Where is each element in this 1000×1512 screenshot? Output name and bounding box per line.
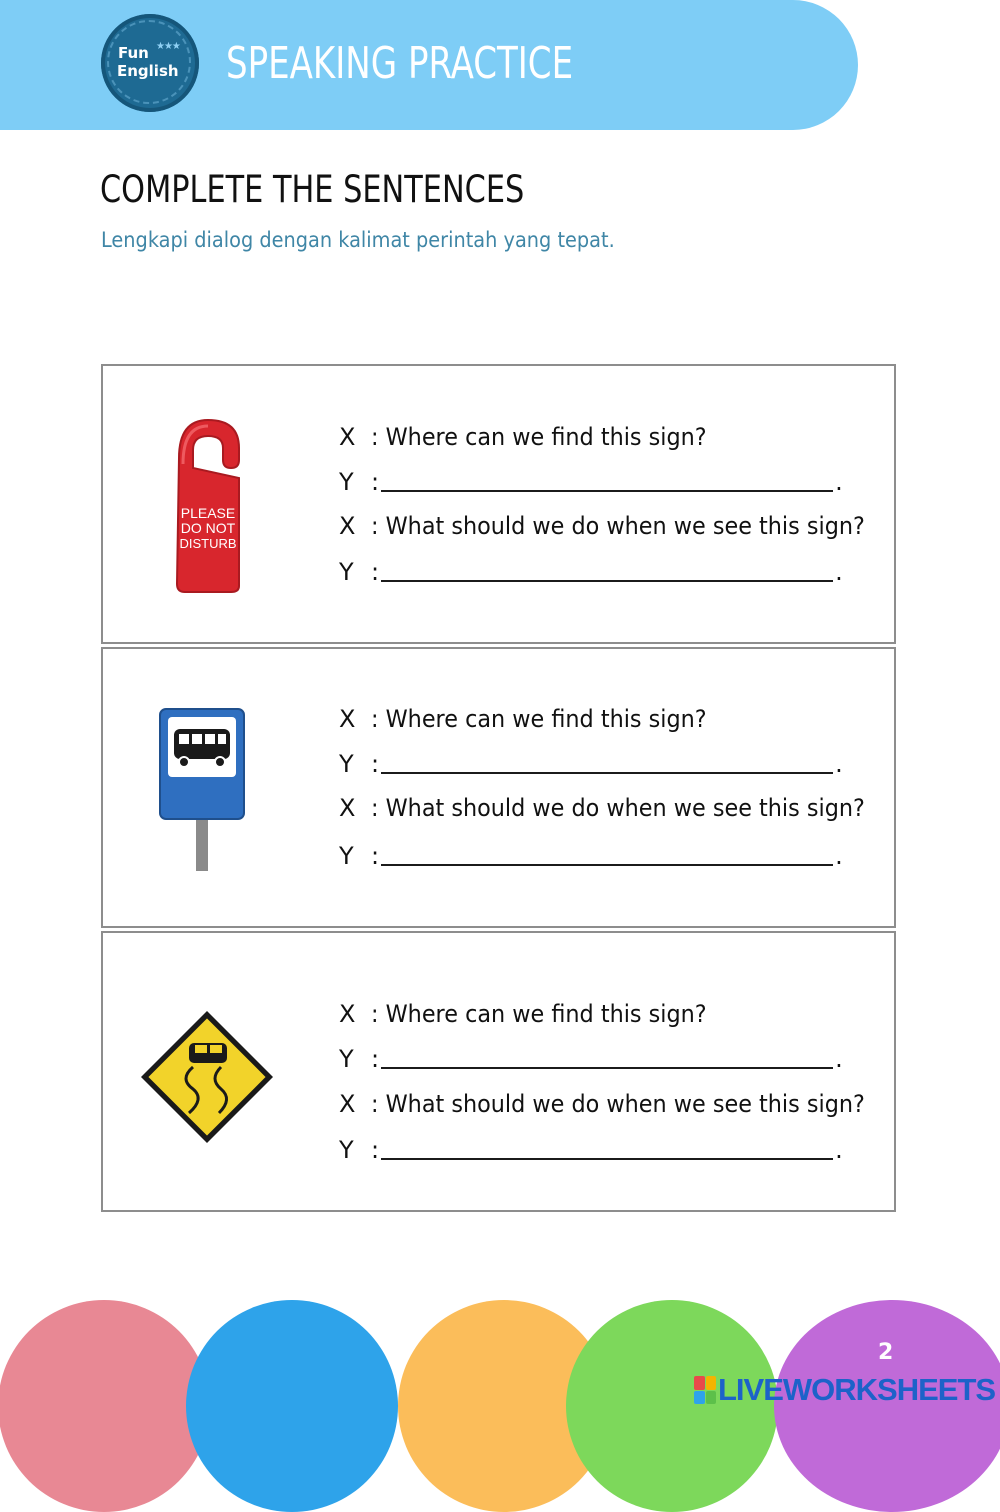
question-text: : Where can we find this sign? bbox=[371, 705, 707, 733]
speaker-label: Y bbox=[339, 1136, 354, 1164]
speaker-label: Y bbox=[339, 1045, 354, 1073]
decor-circle-blue bbox=[186, 1300, 398, 1512]
question-text: : What should we do when we see this sign? bbox=[371, 794, 865, 822]
answer-colon: : bbox=[371, 558, 380, 586]
answer-blank[interactable] bbox=[381, 580, 833, 582]
page-number: 2 bbox=[878, 1340, 894, 1365]
sign-text-line1: PLEASE bbox=[180, 505, 236, 521]
dialog-line bbox=[339, 999, 732, 1029]
brand-text: LIVEWORKSHEETS bbox=[718, 1372, 996, 1407]
dialog-line bbox=[339, 704, 732, 734]
speaker-label: Y bbox=[339, 750, 354, 778]
speaker-label: X bbox=[339, 423, 356, 451]
speaker-label: X bbox=[339, 1090, 356, 1118]
answer-line: Y : . bbox=[339, 842, 843, 870]
speaker-label: X bbox=[339, 705, 356, 733]
sign-text-line2: DO NOT bbox=[180, 520, 236, 536]
question-card-2 bbox=[101, 647, 896, 928]
speaker-label: Y bbox=[339, 468, 354, 496]
dialog-line bbox=[339, 422, 732, 452]
question-card-1 bbox=[101, 364, 896, 644]
answer-blank[interactable] bbox=[381, 490, 833, 492]
logo-text-line2: English bbox=[117, 62, 179, 80]
answer-line: Y : . bbox=[339, 750, 843, 778]
speaker-label: X bbox=[339, 512, 356, 540]
bus-stop-sign-icon bbox=[158, 707, 246, 873]
liveworksheets-brand[interactable] bbox=[694, 1372, 995, 1408]
page-title: SPEAKING PRACTICE bbox=[226, 38, 574, 89]
section-title: COMPLETE THE SENTENCES bbox=[100, 168, 525, 211]
fun-english-logo bbox=[101, 14, 199, 112]
answer-colon: : bbox=[371, 842, 380, 870]
sign-text-line3: DISTURB bbox=[179, 536, 237, 551]
answer-blank[interactable] bbox=[381, 864, 833, 866]
section-subtitle: Lengkapi dialog dengan kalimat perintah yang tepat. bbox=[101, 228, 615, 252]
answer-line: Y : . bbox=[339, 1045, 843, 1073]
liveworksheets-logo-icon bbox=[694, 1376, 716, 1404]
question-text: : What should we do when we see this sign? bbox=[371, 512, 865, 540]
answer-colon: : bbox=[371, 1136, 380, 1164]
question-text: : Where can we find this sign? bbox=[371, 1000, 707, 1028]
logo-text-line1: Fun bbox=[118, 44, 149, 62]
question-card-3 bbox=[101, 931, 896, 1212]
answer-blank[interactable] bbox=[381, 1158, 833, 1160]
dialog-line bbox=[339, 1089, 902, 1119]
speaker-label: Y bbox=[339, 558, 354, 586]
decor-circle-pink bbox=[0, 1300, 210, 1512]
speaker-label: X bbox=[339, 1000, 356, 1028]
speaker-label: Y bbox=[339, 842, 354, 870]
answer-blank[interactable] bbox=[381, 1067, 833, 1069]
answer-line: Y : . bbox=[339, 1136, 843, 1164]
answer-colon: : bbox=[371, 750, 380, 778]
question-text: : What should we do when we see this sign? bbox=[371, 1090, 865, 1118]
answer-colon: : bbox=[371, 468, 380, 496]
logo-stars-icon: ★★★ bbox=[156, 41, 180, 52]
slippery-road-sign-icon bbox=[139, 1009, 275, 1145]
answer-line: Y : . bbox=[339, 468, 843, 496]
question-text: : Where can we find this sign? bbox=[371, 423, 707, 451]
answer-colon: : bbox=[371, 1045, 380, 1073]
speaker-label: X bbox=[339, 794, 356, 822]
dialog-line bbox=[339, 793, 902, 823]
answer-blank[interactable] bbox=[381, 772, 833, 774]
dialog-line bbox=[339, 511, 902, 541]
do-not-disturb-sign-icon bbox=[169, 418, 247, 594]
answer-line: Y : . bbox=[339, 558, 843, 586]
